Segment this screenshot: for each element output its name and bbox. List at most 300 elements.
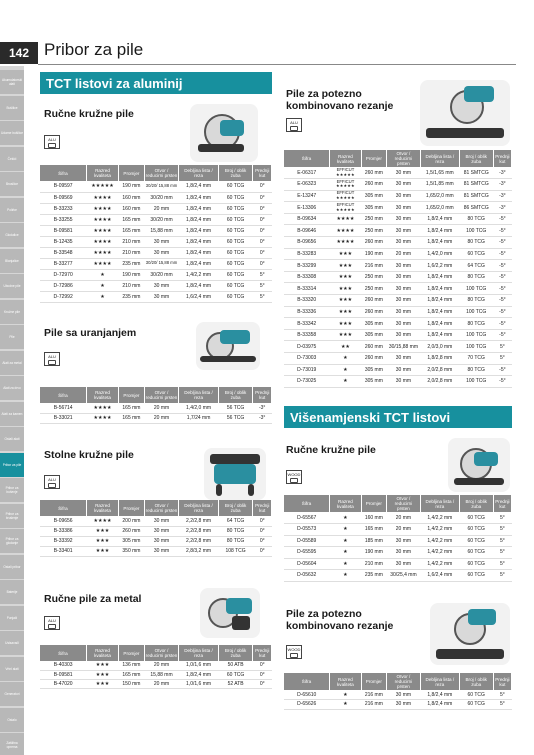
table-cell: 15,88 mm (144, 670, 179, 679)
table-cell: E-13247 (284, 190, 330, 202)
sidebar-tab[interactable]: Usisavači (0, 631, 24, 656)
table-row (284, 248, 512, 260)
table-row (284, 318, 512, 330)
section-title-metal: Ručne pile za metal (44, 593, 142, 605)
table-cell: D-05573 (284, 524, 330, 536)
table-cell: B-40303 (40, 661, 86, 670)
table-row (284, 376, 512, 388)
section-title-miter-multi: Pile za potezno kombinovano rezanje (286, 608, 394, 632)
sidebar-tab[interactable]: Glodalice (0, 223, 24, 248)
page-header (0, 0, 534, 66)
table-row (40, 546, 272, 556)
sidebar-tab[interactable]: Pribor za bušenje (0, 478, 24, 503)
sidebar-tab[interactable]: Čekići (0, 147, 24, 172)
table-row (284, 512, 512, 524)
table-cell: B-33548 (40, 247, 86, 258)
table-cell: 1,4/2,2 mm (420, 512, 459, 524)
table-cell: D-73025 (284, 376, 330, 388)
table-cell: 80 TCG (459, 364, 493, 376)
table-cell: 2,0/3,0 mm (420, 341, 459, 353)
alu-material-icon: ALU (286, 118, 302, 132)
quality-stars: ★ (86, 269, 118, 280)
table-cell: B-33358 (284, 329, 330, 341)
table-cell: 1,6/2,2 mm (420, 260, 459, 272)
column-header: Šifra (284, 150, 330, 167)
table-cell: B-33342 (284, 318, 330, 330)
table-cell: 0° (253, 258, 272, 269)
table-cell: 260 mm (361, 306, 386, 318)
table-row (284, 341, 512, 353)
quality-stars: ★★★ (86, 526, 118, 536)
sidebar-tab[interactable]: Pile (0, 325, 24, 350)
column-header: Debljina lista / reza (420, 150, 459, 167)
table-row (40, 413, 272, 423)
table-cell: 0° (253, 536, 272, 546)
table-row (40, 536, 272, 546)
table-cell: 60 TCG (459, 700, 493, 710)
table-cell: 56 TCG (218, 403, 253, 413)
table-cell: -5° (493, 364, 511, 376)
table-cell: 100 TCG (459, 376, 493, 388)
table-cell: 70 TCG (459, 353, 493, 365)
table-cell: 1,8/2,4 mm (179, 192, 218, 203)
table-cell: -3° (493, 179, 511, 191)
table-cell: 81 SMTCG (459, 190, 493, 202)
table-cell: 260 mm (361, 295, 386, 307)
table-cell: -5° (493, 376, 511, 388)
alu-material-icon: ALU (44, 352, 60, 366)
table-cell: D-05589 (284, 535, 330, 547)
table-cell: 1,8/2,4 mm (420, 318, 459, 330)
table-cell: 20 mm (144, 403, 179, 413)
table-cell: 0° (253, 203, 272, 214)
column-header: Debljina lista / reza (179, 165, 218, 181)
column-header: Razred kvaliteta (86, 165, 118, 181)
table-cell: -5° (493, 318, 511, 330)
miter-saw-image (430, 603, 510, 665)
column-header: Šifra (40, 387, 86, 403)
table-cell: 5° (493, 570, 511, 582)
table-cell: B-33233 (40, 203, 86, 214)
column-header: Prednji kut (253, 500, 272, 516)
quality-stars: ★★★★ (330, 225, 362, 237)
table-cell: D-73003 (284, 353, 330, 365)
table-cell: B-09656 (40, 516, 86, 526)
table-cell: 1,8/2,4 mm (179, 247, 218, 258)
table-cell: B-33021 (40, 413, 86, 423)
column-header: Otvor / reducirni prsten (386, 495, 420, 512)
table-cell: 30 mm (386, 271, 420, 283)
table-row (284, 225, 512, 237)
table-cell: D-65610 (284, 690, 330, 700)
table-cell: 1,8/2,4 mm (179, 670, 218, 679)
table-cell: 1,8/2,4 mm (420, 329, 459, 341)
table-cell: 305 mm (361, 318, 386, 330)
table-cell: B-33283 (284, 248, 330, 260)
table-cell: 1,7/24 mm (179, 413, 218, 423)
table-cell: 100 TCG (459, 283, 493, 295)
table-cell: 5° (493, 700, 511, 710)
column-header: Broj / oblik zuba (218, 387, 253, 403)
table-cell: 1,5/1,85 mm (420, 179, 459, 191)
quality-stars: ★★★ (86, 536, 118, 546)
table-cell: B-33308 (284, 271, 330, 283)
column-header: Razred kvaliteta (330, 150, 362, 167)
table-cell: 60 TCG (218, 214, 253, 225)
column-header: Šifra (284, 673, 330, 690)
alu-material-icon: ALU (44, 135, 60, 149)
table-row (40, 526, 272, 536)
column-header: Šifra (40, 165, 86, 181)
table-cell: 20 mm (144, 679, 179, 688)
table-cell: 60 TCG (218, 269, 253, 280)
table-cell: 20 mm (386, 524, 420, 536)
column-header: Debljina lista / reza (420, 673, 459, 690)
table-cell: 86 SMTCG (459, 202, 493, 214)
table-cell: 1,8/2,4 mm (179, 214, 218, 225)
table-cell: 216 mm (361, 700, 386, 710)
table-row (40, 516, 272, 526)
column-header: Razred kvaliteta (330, 495, 362, 512)
column-header: Debljina lista / reza (179, 500, 218, 516)
table-cell: 60 TCG (459, 570, 493, 582)
alu-material-icon: ALU (44, 475, 60, 489)
quality-stars: ★★★ (86, 679, 118, 688)
column-header: Promjer (119, 165, 144, 181)
table-cell: 0° (253, 661, 272, 670)
page-title: Pribor za pile (44, 40, 144, 59)
table-cell: 150 mm (119, 679, 144, 688)
sidebar-tab[interactable]: Vrtni alati (0, 657, 24, 682)
table-cell: 1,6/2,4 mm (179, 291, 218, 302)
table-cell: 305 mm (119, 536, 144, 546)
quality-stars: ★★★★ (86, 403, 118, 413)
table-row (40, 192, 272, 203)
column-header: Otvor / reducirni prsten (386, 150, 420, 167)
table-cell: 30/20/ 15,88 mm (144, 258, 179, 269)
table-cell: B-12435 (40, 236, 86, 247)
column-header: Prednji kut (493, 495, 511, 512)
quality-stars: ★★★ (330, 329, 362, 341)
table-cell: 1,4/2,2 mm (420, 524, 459, 536)
table-cell: 60 TCG (218, 670, 253, 679)
sidebar-tab[interactable]: Ostalo (0, 708, 24, 733)
circular-saw-image (190, 104, 258, 162)
quality-stars: ★ (330, 547, 362, 559)
column-header: Otvor / reducirni prsten (144, 165, 179, 181)
table-cell: -5° (493, 283, 511, 295)
table-row (40, 269, 272, 280)
quality-stars: EFFICUT ★★★★★ (330, 190, 362, 202)
table-cell: 60 TCG (218, 225, 253, 236)
circular-saw-image (448, 438, 510, 492)
table-cell: 2,2/2,8 mm (179, 516, 218, 526)
table-cell: 30 mm (144, 247, 179, 258)
table-cell: 5° (493, 535, 511, 547)
table-cell: -5° (493, 213, 511, 225)
sidebar-tab[interactable]: Kružne pile (0, 300, 24, 325)
table-cell: 30 mm (144, 536, 179, 546)
table-cell: 190 mm (119, 181, 144, 192)
table-cell: 1,8/2,4 mm (179, 280, 218, 291)
table-cell: 5° (493, 558, 511, 570)
table-cell: D-65595 (284, 547, 330, 559)
table-cell: 1,8/2,4 mm (420, 225, 459, 237)
quality-stars: ★★★ (86, 546, 118, 556)
sidebar-tab[interactable]: Alati za drvo (0, 376, 24, 401)
sidebar-tab[interactable]: Punjači (0, 606, 24, 631)
table-cell: 1,65/2,0 mm (420, 202, 459, 214)
column-header: Prednji kut (253, 645, 272, 661)
table-cell: -5° (493, 225, 511, 237)
table-miter-multi (284, 673, 512, 710)
table-cell: B-33277 (40, 258, 86, 269)
table-cell: 0° (253, 526, 272, 536)
table-cell: 30 mm (144, 291, 179, 302)
table-cell: 1,5/1,65 mm (420, 167, 459, 179)
table-cell: 60 TCG (218, 291, 253, 302)
table-cell: 30/15,88 mm (386, 341, 420, 353)
sidebar-tab[interactable]: Generatori (0, 682, 24, 707)
quality-stars: ★★★★ (86, 516, 118, 526)
table-cell: 60 TCG (218, 236, 253, 247)
table-table-saw-aluminium (40, 500, 272, 557)
table-cell: 1,65/2,0 mm (420, 190, 459, 202)
table-cell: B-33386 (40, 526, 86, 536)
table-cell: 165 mm (119, 413, 144, 423)
sidebar-tab[interactable]: Ostali pribor (0, 555, 24, 580)
quality-stars: ★★★★ (86, 203, 118, 214)
column-header: Razred kvaliteta (86, 645, 118, 661)
quality-stars: ★ (330, 524, 362, 536)
table-cell: -3° (253, 403, 272, 413)
table-cell: 5° (493, 512, 511, 524)
table-cell: 0° (253, 192, 272, 203)
column-header: Otvor / reducirni prsten (386, 673, 420, 690)
table-cell: 15,88 mm (144, 225, 179, 236)
table-cell: 210 mm (361, 558, 386, 570)
sidebar-tab[interactable]: Polirke (0, 198, 24, 223)
column-header: Otvor / reducirni prsten (144, 645, 179, 661)
table-header-row (40, 165, 272, 181)
chapter-sidebar (0, 66, 24, 755)
table-cell: B-33336 (284, 306, 330, 318)
table-cell: 60 TCG (459, 524, 493, 536)
table-cell: 305 mm (361, 364, 386, 376)
table-cell: B-09581 (40, 670, 86, 679)
table-cell: 30 mm (386, 558, 420, 570)
table-row (284, 700, 512, 710)
section-banner-aluminium: TCT listovi za aluminij (40, 72, 272, 94)
sidebar-tab[interactable]: Pribor za glodanje (0, 529, 24, 554)
table-cell: 235 mm (361, 570, 386, 582)
table-cell: 100 TCG (459, 306, 493, 318)
quality-stars: ★★★ (86, 670, 118, 679)
table-cell: 60 TCG (218, 247, 253, 258)
quality-stars: ★★★★ (86, 247, 118, 258)
table-header-row (284, 495, 512, 512)
sidebar-tab[interactable]: Akumulatorski alati (0, 70, 24, 95)
table-cell: 60 TCG (459, 558, 493, 570)
table-cell: 1,6/2,4 mm (420, 570, 459, 582)
quality-stars: ★★★★ (86, 413, 118, 423)
sidebar-tab[interactable]: Alati za kamen (0, 402, 24, 427)
table-cell: 305 mm (361, 190, 386, 202)
quality-stars: ★★★★ (86, 192, 118, 203)
table-row (40, 258, 272, 269)
column-header: Promjer (361, 673, 386, 690)
table-row (284, 547, 512, 559)
table-row (284, 570, 512, 582)
table-row (40, 203, 272, 214)
table-row (284, 271, 512, 283)
table-header-row (40, 645, 272, 661)
table-cell: 80 TCG (218, 536, 253, 546)
table-cell: 165 mm (119, 403, 144, 413)
column-header: Broj / oblik zuba (218, 645, 253, 661)
table-cell: 350 mm (119, 546, 144, 556)
table-cell: 250 mm (361, 283, 386, 295)
table-cell: 2,0/2,8 mm (420, 376, 459, 388)
table-cell: 20 mm (386, 248, 420, 260)
table-cell: -5° (493, 295, 511, 307)
table-row (284, 329, 512, 341)
table-cell: 30/20 mm (144, 192, 179, 203)
table-header-row (40, 500, 272, 516)
section-banner-multipurpose: Višenamjenski TCT listovi (284, 406, 512, 428)
quality-stars: ★★★★★ (86, 181, 118, 192)
table-row (284, 295, 512, 307)
table-cell: 0° (253, 247, 272, 258)
table-cell: -5° (493, 329, 511, 341)
table-cell: D-72986 (40, 280, 86, 291)
table-cell: 136 mm (119, 661, 144, 670)
sidebar-tab[interactable]: Ubodne pile (0, 274, 24, 299)
column-header: Prednji kut (493, 150, 511, 167)
quality-stars: EFFICUT ★★★★★ (330, 179, 362, 191)
table-row (40, 247, 272, 258)
table-cell: 1,8/2,8 mm (420, 353, 459, 365)
table-cell: 30 mm (386, 700, 420, 710)
table-cell: 1,0/1,6 mm (179, 661, 218, 670)
table-cell: 30 mm (144, 546, 179, 556)
quality-stars: ★ (330, 558, 362, 570)
table-row (284, 524, 512, 536)
table-cell: 235 mm (119, 291, 144, 302)
table-cell: 260 mm (119, 526, 144, 536)
table-cell: D-05632 (284, 570, 330, 582)
plunge-saw-image (196, 322, 260, 370)
quality-stars: ★★★★ (330, 213, 362, 225)
table-cell: B-33401 (40, 546, 86, 556)
table-cell: 30/25,4 mm (386, 570, 420, 582)
table-cell: -5° (493, 271, 511, 283)
table-cell: B-33320 (284, 295, 330, 307)
quality-stars: ★ (86, 280, 118, 291)
sidebar-tab[interactable]: Alati za metal (0, 351, 24, 376)
column-header: Debljina lista / reza (420, 495, 459, 512)
sidebar-tab[interactable]: Zaštitna oprema (0, 733, 24, 755)
table-metal-aluminium (40, 645, 272, 689)
quality-stars: ★★★ (330, 295, 362, 307)
table-cell: 60 TCG (218, 192, 253, 203)
quality-stars: ★★★★ (86, 236, 118, 247)
table-cell: -3° (493, 190, 511, 202)
column-header: Šifra (40, 645, 86, 661)
table-row (284, 237, 512, 249)
sidebar-tab[interactable]: Pribor za brušenje (0, 504, 24, 529)
quality-stars: ★★★ (330, 283, 362, 295)
table-cell: 60 TCG (459, 248, 493, 260)
table-cell: B-56714 (40, 403, 86, 413)
metal-saw-image (200, 588, 260, 638)
sidebar-tab[interactable]: Bušilice (0, 96, 24, 121)
table-cell: 0° (253, 679, 272, 688)
table-cell: -5° (493, 237, 511, 249)
column-header: Šifra (40, 500, 86, 516)
table-cell: 1,8/2,4 mm (179, 236, 218, 247)
table-cell: 160 mm (119, 203, 144, 214)
table-cell: 260 mm (361, 341, 386, 353)
quality-stars: ★★★★ (86, 214, 118, 225)
table-cell: 30 mm (144, 280, 179, 291)
table-cell: 2,8/3,2 mm (179, 546, 218, 556)
column-header: Debljina lista / reza (179, 645, 218, 661)
table-cell: 80 TCG (218, 526, 253, 536)
header-divider (38, 64, 516, 65)
sidebar-tab[interactable]: Blanjalice (0, 249, 24, 274)
sidebar-tab[interactable]: Udarne bušilice (0, 121, 24, 146)
table-cell: 250 mm (361, 225, 386, 237)
table-cell: 165 mm (119, 214, 144, 225)
sidebar-tab[interactable]: Brusilice (0, 172, 24, 197)
table-cell: 30/20 mm (144, 269, 179, 280)
table-hand-circular-multi (284, 495, 512, 582)
table-cell: 1,4/2,0 mm (420, 248, 459, 260)
table-cell: 30 mm (386, 329, 420, 341)
sidebar-tab[interactable]: Baterije (0, 580, 24, 605)
table-row (284, 364, 512, 376)
table-cell: 250 mm (361, 271, 386, 283)
table-cell: 60 TCG (459, 547, 493, 559)
table-cell: 30 mm (386, 225, 420, 237)
table-cell: D-65567 (284, 512, 330, 524)
column-header: Promjer (361, 495, 386, 512)
quality-stars: ★★★ (330, 248, 362, 260)
table-cell: 60 TCG (218, 181, 253, 192)
table-cell: 165 mm (119, 670, 144, 679)
table-cell: 260 mm (361, 179, 386, 191)
table-cell: 20 mm (144, 203, 179, 214)
sidebar-tab[interactable]: Ostali alati (0, 427, 24, 452)
table-row (284, 202, 512, 214)
column-header: Broj / oblik zuba (459, 495, 493, 512)
table-cell: D-72970 (40, 269, 86, 280)
table-cell: 0° (253, 546, 272, 556)
column-header: Broj / oblik zuba (218, 500, 253, 516)
sidebar-tab[interactable]: Pribor za pile (0, 453, 24, 478)
table-plunge-aluminium (40, 387, 272, 424)
section-title-plunge: Pile sa uranjanjem (44, 327, 137, 339)
table-cell: D-72992 (40, 291, 86, 302)
table-saw-image (204, 448, 266, 500)
column-header: Šifra (284, 495, 330, 512)
table-cell: 30 mm (386, 202, 420, 214)
table-cell: 80 TCG (459, 271, 493, 283)
table-cell: B-09597 (40, 181, 86, 192)
table-cell: 5° (493, 524, 511, 536)
table-row (284, 558, 512, 570)
